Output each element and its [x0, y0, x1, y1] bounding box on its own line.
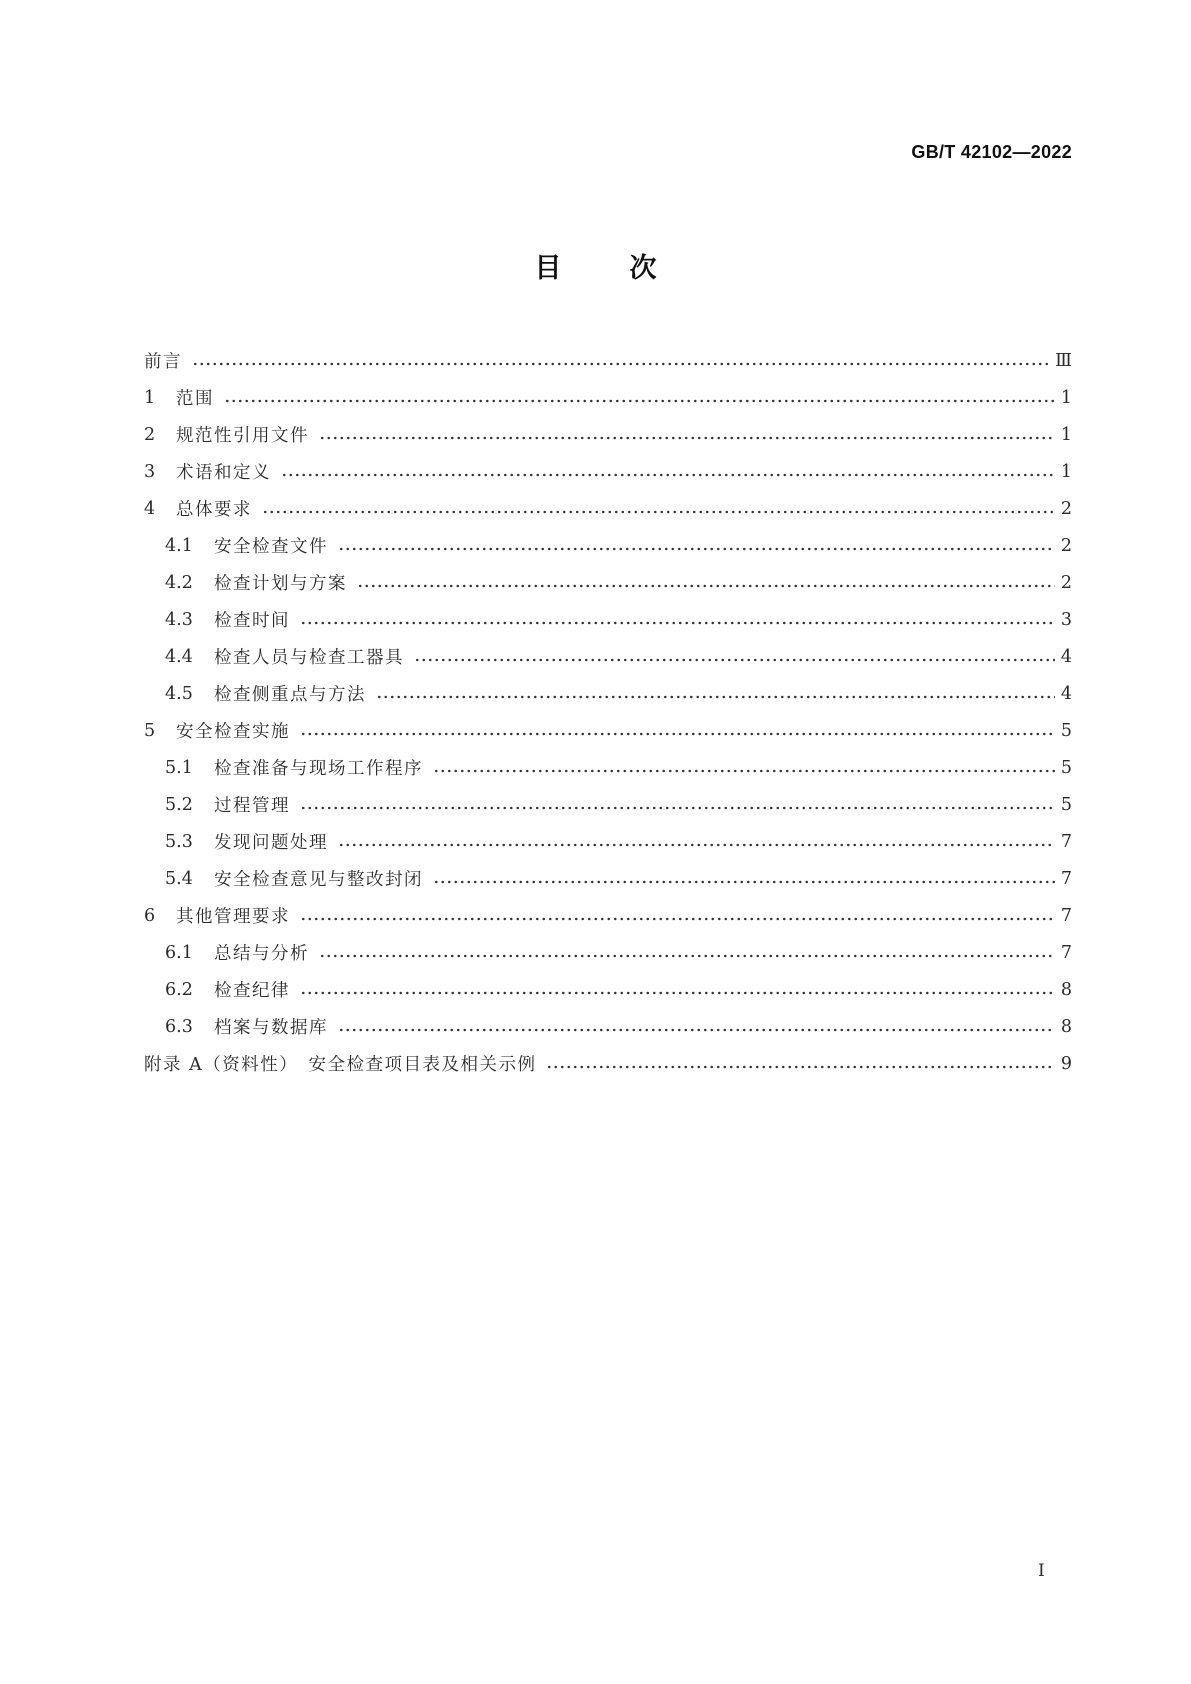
- toc-entry[interactable]: [144, 749, 1072, 786]
- toc-entry-page: 2: [1060, 535, 1072, 556]
- toc-entry-page: 4: [1060, 683, 1072, 704]
- toc-entry-number: 4.4: [165, 646, 193, 667]
- toc-entry-page: 2: [1060, 572, 1072, 593]
- toc-entry[interactable]: [144, 934, 1072, 971]
- toc-entry-number: 4.1: [165, 535, 193, 556]
- dot-leader: [300, 732, 1055, 736]
- toc-entry-label: 过程管理: [214, 796, 290, 816]
- toc-entry-label: 安全检查意见与整改封闭: [214, 870, 423, 890]
- toc-entry-page: 7: [1060, 831, 1072, 852]
- toc-entry[interactable]: [144, 1008, 1072, 1045]
- toc-entry-page: 1: [1060, 387, 1072, 408]
- table-of-contents: [144, 342, 1072, 1082]
- toc-entry-number: 1: [144, 387, 156, 408]
- dot-leader: [224, 399, 1055, 403]
- toc-entry-label: 发现问题处理: [214, 833, 328, 853]
- toc-entry-page: 8: [1060, 1016, 1072, 1037]
- toc-entry[interactable]: [144, 1045, 1072, 1082]
- toc-entry[interactable]: [144, 860, 1072, 897]
- dot-leader: [300, 917, 1055, 921]
- toc-entry-page: 8: [1060, 979, 1072, 1000]
- dot-leader: [300, 806, 1055, 810]
- dot-leader: [192, 362, 1049, 366]
- dot-leader: [376, 695, 1055, 699]
- toc-entry-number: 6.1: [165, 942, 193, 963]
- toc-entry-label: 检查计划与方案: [214, 574, 347, 594]
- toc-entry-number: 3: [144, 461, 156, 482]
- toc-entry-label: 检查准备与现场工作程序: [214, 759, 423, 779]
- dot-leader: [300, 621, 1055, 625]
- toc-entry-page: 5: [1060, 720, 1072, 741]
- page-number-footer: I: [1038, 1561, 1045, 1581]
- toc-entry-page: 7: [1060, 942, 1072, 963]
- dot-leader: [281, 473, 1055, 477]
- dot-leader: [414, 658, 1055, 662]
- toc-entry-number: 6: [144, 905, 156, 926]
- toc-entry[interactable]: [144, 527, 1072, 564]
- toc-entry-label: 术语和定义: [176, 463, 271, 483]
- toc-entry[interactable]: [144, 342, 1072, 379]
- toc-entry-number: 2: [144, 424, 156, 445]
- toc-entry-page: 7: [1060, 905, 1072, 926]
- toc-entry[interactable]: [144, 564, 1072, 601]
- toc-entry-label: 规范性引用文件: [176, 426, 309, 446]
- dot-leader: [338, 1028, 1055, 1032]
- toc-entry[interactable]: [144, 601, 1072, 638]
- toc-entry-label: 附录 A（资料性） 安全检查项目表及相关示例: [144, 1055, 537, 1075]
- page-title: [0, 246, 1191, 285]
- dot-leader: [300, 991, 1055, 995]
- toc-entry-number: 5.3: [165, 831, 193, 852]
- toc-entry[interactable]: [144, 786, 1072, 823]
- toc-entry-number: 4.5: [165, 683, 193, 704]
- toc-entry-label: 检查时间: [214, 611, 290, 631]
- toc-entry-number: 6.3: [165, 1016, 193, 1037]
- dot-leader: [338, 547, 1055, 551]
- toc-entry-label: 安全检查实施: [176, 722, 290, 742]
- dot-leader: [338, 843, 1055, 847]
- toc-entry[interactable]: [144, 490, 1072, 527]
- toc-entry-label: 检查侧重点与方法: [214, 685, 366, 705]
- toc-entry-number: 4: [144, 498, 156, 519]
- toc-entry-page: 5: [1060, 794, 1072, 815]
- toc-entry-number: 6.2: [165, 979, 193, 1000]
- title-char: 次: [629, 253, 657, 284]
- toc-entry-label: 前言: [144, 352, 182, 372]
- toc-entry-number: 5: [144, 720, 156, 741]
- toc-entry[interactable]: [144, 416, 1072, 453]
- toc-entry[interactable]: [144, 675, 1072, 712]
- toc-entry-label: 总结与分析: [214, 944, 309, 964]
- toc-entry-label: 安全检查文件: [214, 537, 328, 557]
- toc-entry-label: 检查纪律: [214, 981, 290, 1001]
- toc-entry-label: 其他管理要求: [176, 907, 290, 927]
- toc-entry-number: 4.2: [165, 572, 193, 593]
- dot-leader: [433, 769, 1055, 773]
- toc-entry-page: Ⅲ: [1055, 350, 1072, 371]
- toc-entry-page: 3: [1060, 609, 1072, 630]
- toc-entry-label: 范围: [176, 389, 214, 409]
- toc-entry-page: 4: [1060, 646, 1072, 667]
- toc-entry[interactable]: [144, 897, 1072, 934]
- dot-leader: [433, 880, 1055, 884]
- dot-leader: [262, 510, 1055, 514]
- dot-leader: [546, 1065, 1054, 1069]
- toc-entry-page: 9: [1060, 1053, 1072, 1074]
- toc-entry-number: 5.4: [165, 868, 193, 889]
- dot-leader: [319, 436, 1055, 440]
- toc-entry-page: 5: [1060, 757, 1072, 778]
- toc-entry[interactable]: [144, 638, 1072, 675]
- toc-entry-page: 7: [1060, 868, 1072, 889]
- toc-entry-label: 档案与数据库: [214, 1018, 328, 1038]
- title-char: 目: [534, 253, 562, 284]
- toc-entry-number: 5.2: [165, 794, 193, 815]
- toc-entry[interactable]: [144, 453, 1072, 490]
- dot-leader: [357, 584, 1055, 588]
- toc-entry-label: 检查人员与检查工器具: [214, 648, 404, 668]
- dot-leader: [319, 954, 1055, 958]
- toc-entry-number: 5.1: [165, 757, 193, 778]
- toc-entry[interactable]: [144, 712, 1072, 749]
- toc-entry-page: 1: [1060, 461, 1072, 482]
- toc-entry-number: 4.3: [165, 609, 193, 630]
- standard-number: GB/T 42102—2022: [911, 142, 1072, 162]
- toc-entry-page: 1: [1060, 424, 1072, 445]
- toc-entry-label: 总体要求: [176, 500, 252, 520]
- toc-entry-page: 2: [1060, 498, 1072, 519]
- toc-entry[interactable]: [144, 823, 1072, 860]
- toc-entry[interactable]: [144, 971, 1072, 1008]
- toc-entry[interactable]: [144, 379, 1072, 416]
